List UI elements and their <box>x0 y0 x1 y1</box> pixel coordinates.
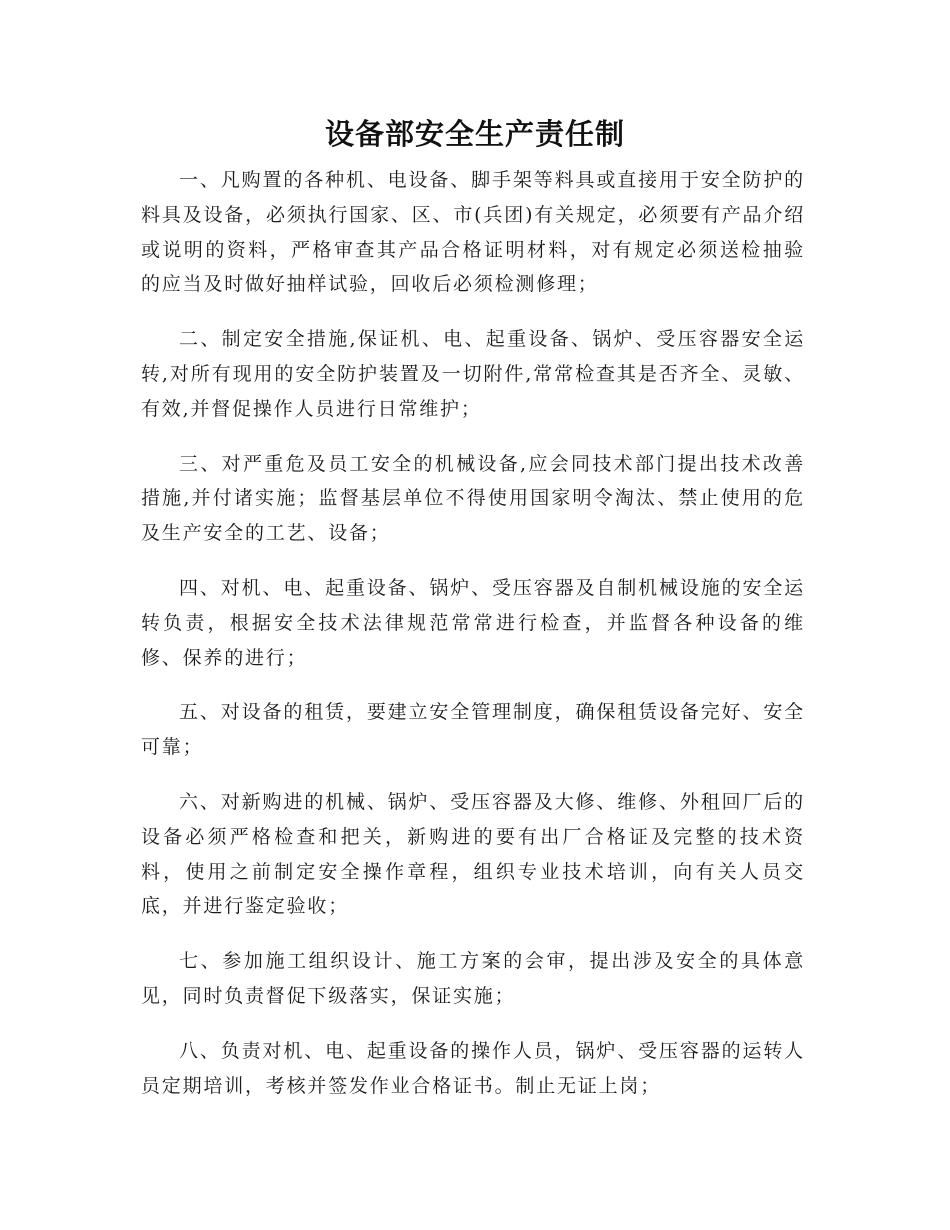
paragraph-1: 一、凡购置的各种机、电设备、脚手架等料具或直接用于安全防护的料具及设备，必须执行国家、区、市(兵团)有关规定，必须要有产品介绍或说明的资料，严格审查其产品合格证明材料，对有规定必须送检抽验的应当及时做好抽样试验，回收后必须检测修理； <box>141 169 805 296</box>
document-body <box>141 163 805 1123</box>
paragraph-8: 八、负责对机、电、起重设备的操作人员，锅炉、受压容器的运转人员定期培训，考核并签发作业合格证书。制止无证上岗； <box>141 1039 805 1097</box>
paragraph-5: 五、对设备的租赁，要建立安全管理制度，确保租赁设备完好、安全可靠； <box>141 701 805 759</box>
paragraph-4: 四、对机、电、起重设备、锅炉、受压容器及自制机械设施的安全运转负责，根据安全技术法律规范常常进行检查，并监督各种设备的维修、保养的进行； <box>141 576 805 669</box>
paragraph-7: 七、参加施工组织设计、施工方案的会审，提出涉及安全的具体意见，同时负责督促下级落实，保证实施； <box>141 950 805 1007</box>
document-title: 设备部安全生产责任制 <box>324 117 625 151</box>
paragraph-3: 三、对严重危及员工安全的机械设备,应会同技术部门提出技术改善措施,并付诸实施；监督基层单位不得使用国家明令淘汰、禁止使用的危及生产安全的工艺、设备； <box>141 452 805 545</box>
paragraph-6: 六、对新购进的机械、锅炉、受压容器及大修、维修、外租回厂后的设备必须严格检查和把关，新购进的要有出厂合格证及完整的技术资料，使用之前制定安全操作章程，组织专业技术培训，向有关人员交底，并进行鉴定验收； <box>141 790 805 918</box>
paragraph-2: 二、制定安全措施,保证机、电、起重设备、锅炉、受压容器安全运转,对所有现用的安全防护装置及一切附件,常常检查其是否齐全、灵敏、有效,并督促操作人员进行日常维护； <box>141 328 805 420</box>
